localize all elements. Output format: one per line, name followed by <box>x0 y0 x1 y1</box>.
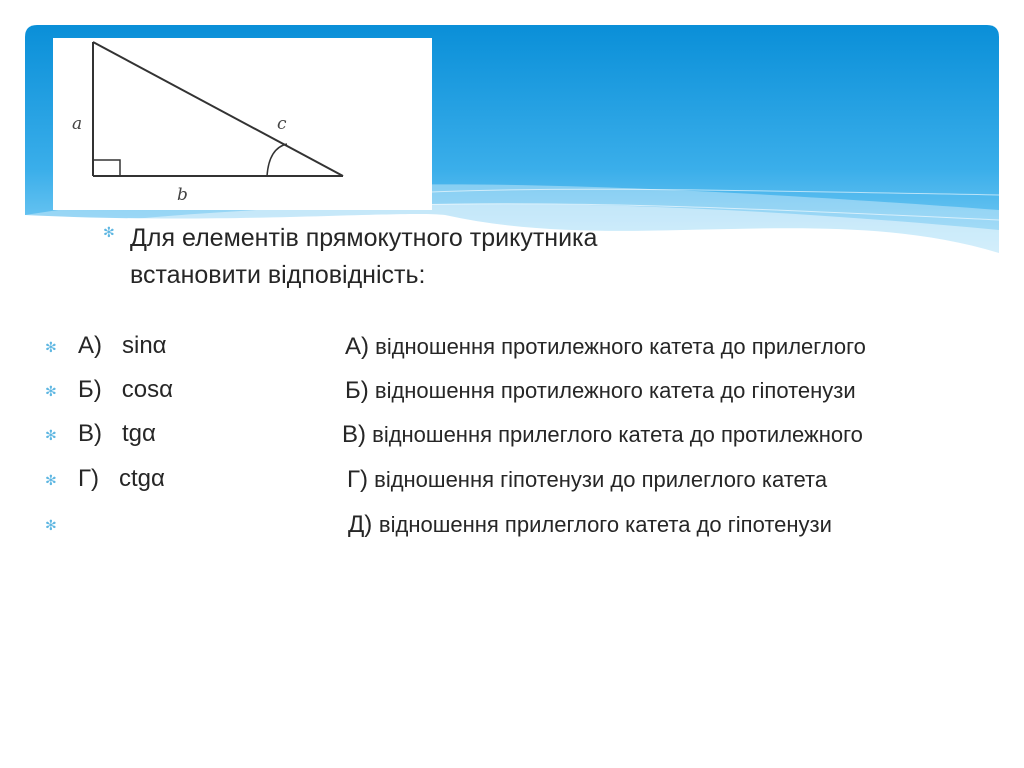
option-letter: Б) <box>345 377 369 404</box>
option-text: відношення гіпотенузи до прилеглого катета <box>374 467 828 492</box>
function-label: А) sinα <box>78 332 167 359</box>
list-item <box>45 418 1005 458</box>
list-item <box>45 330 1005 370</box>
definition-option <box>345 375 856 407</box>
option-text: відношення прилеглого катета до гіпотенузи <box>378 512 832 537</box>
function-label: Б) cosα <box>78 376 173 403</box>
list-item <box>45 463 1005 503</box>
function-label: В) tgα <box>78 420 156 447</box>
function-label: Г) ctgα <box>78 465 165 492</box>
asterisk-bullet-icon: ✻ <box>45 427 57 443</box>
option-text: відношення прилеглого катета до протилежного <box>372 422 863 447</box>
asterisk-bullet-icon: ✻ <box>103 224 115 240</box>
definition-option <box>348 509 832 541</box>
triangle-figure <box>53 38 432 210</box>
option-letter: Г) <box>347 466 368 493</box>
asterisk-bullet-icon: ✻ <box>45 339 57 355</box>
intro-line-1: Для елементів прямокутного трикутника <box>130 224 598 252</box>
list-item <box>45 508 1005 548</box>
option-letter: Д) <box>348 511 379 538</box>
definition-option <box>347 464 827 496</box>
task-intro <box>103 220 803 294</box>
side-a-label: a <box>72 114 83 134</box>
side-c-label: c <box>277 114 287 134</box>
list-item <box>45 374 1005 414</box>
option-text: відношення протилежного катета до гіпотенузи <box>374 378 856 403</box>
intro-line-2: встановити відповідність: <box>130 261 426 289</box>
side-b-label: b <box>177 185 188 205</box>
definition-option <box>345 331 866 363</box>
asterisk-bullet-icon: ✻ <box>45 517 57 533</box>
option-letter: А) <box>345 333 369 360</box>
definition-option <box>342 419 863 451</box>
intro-text <box>130 220 803 294</box>
asterisk-bullet-icon: ✻ <box>45 383 57 399</box>
option-text: відношення протилежного катета до прилеглого <box>375 334 866 359</box>
right-triangle-drawing <box>53 38 432 210</box>
option-letter: В) <box>342 421 366 448</box>
asterisk-bullet-icon: ✻ <box>45 472 57 488</box>
